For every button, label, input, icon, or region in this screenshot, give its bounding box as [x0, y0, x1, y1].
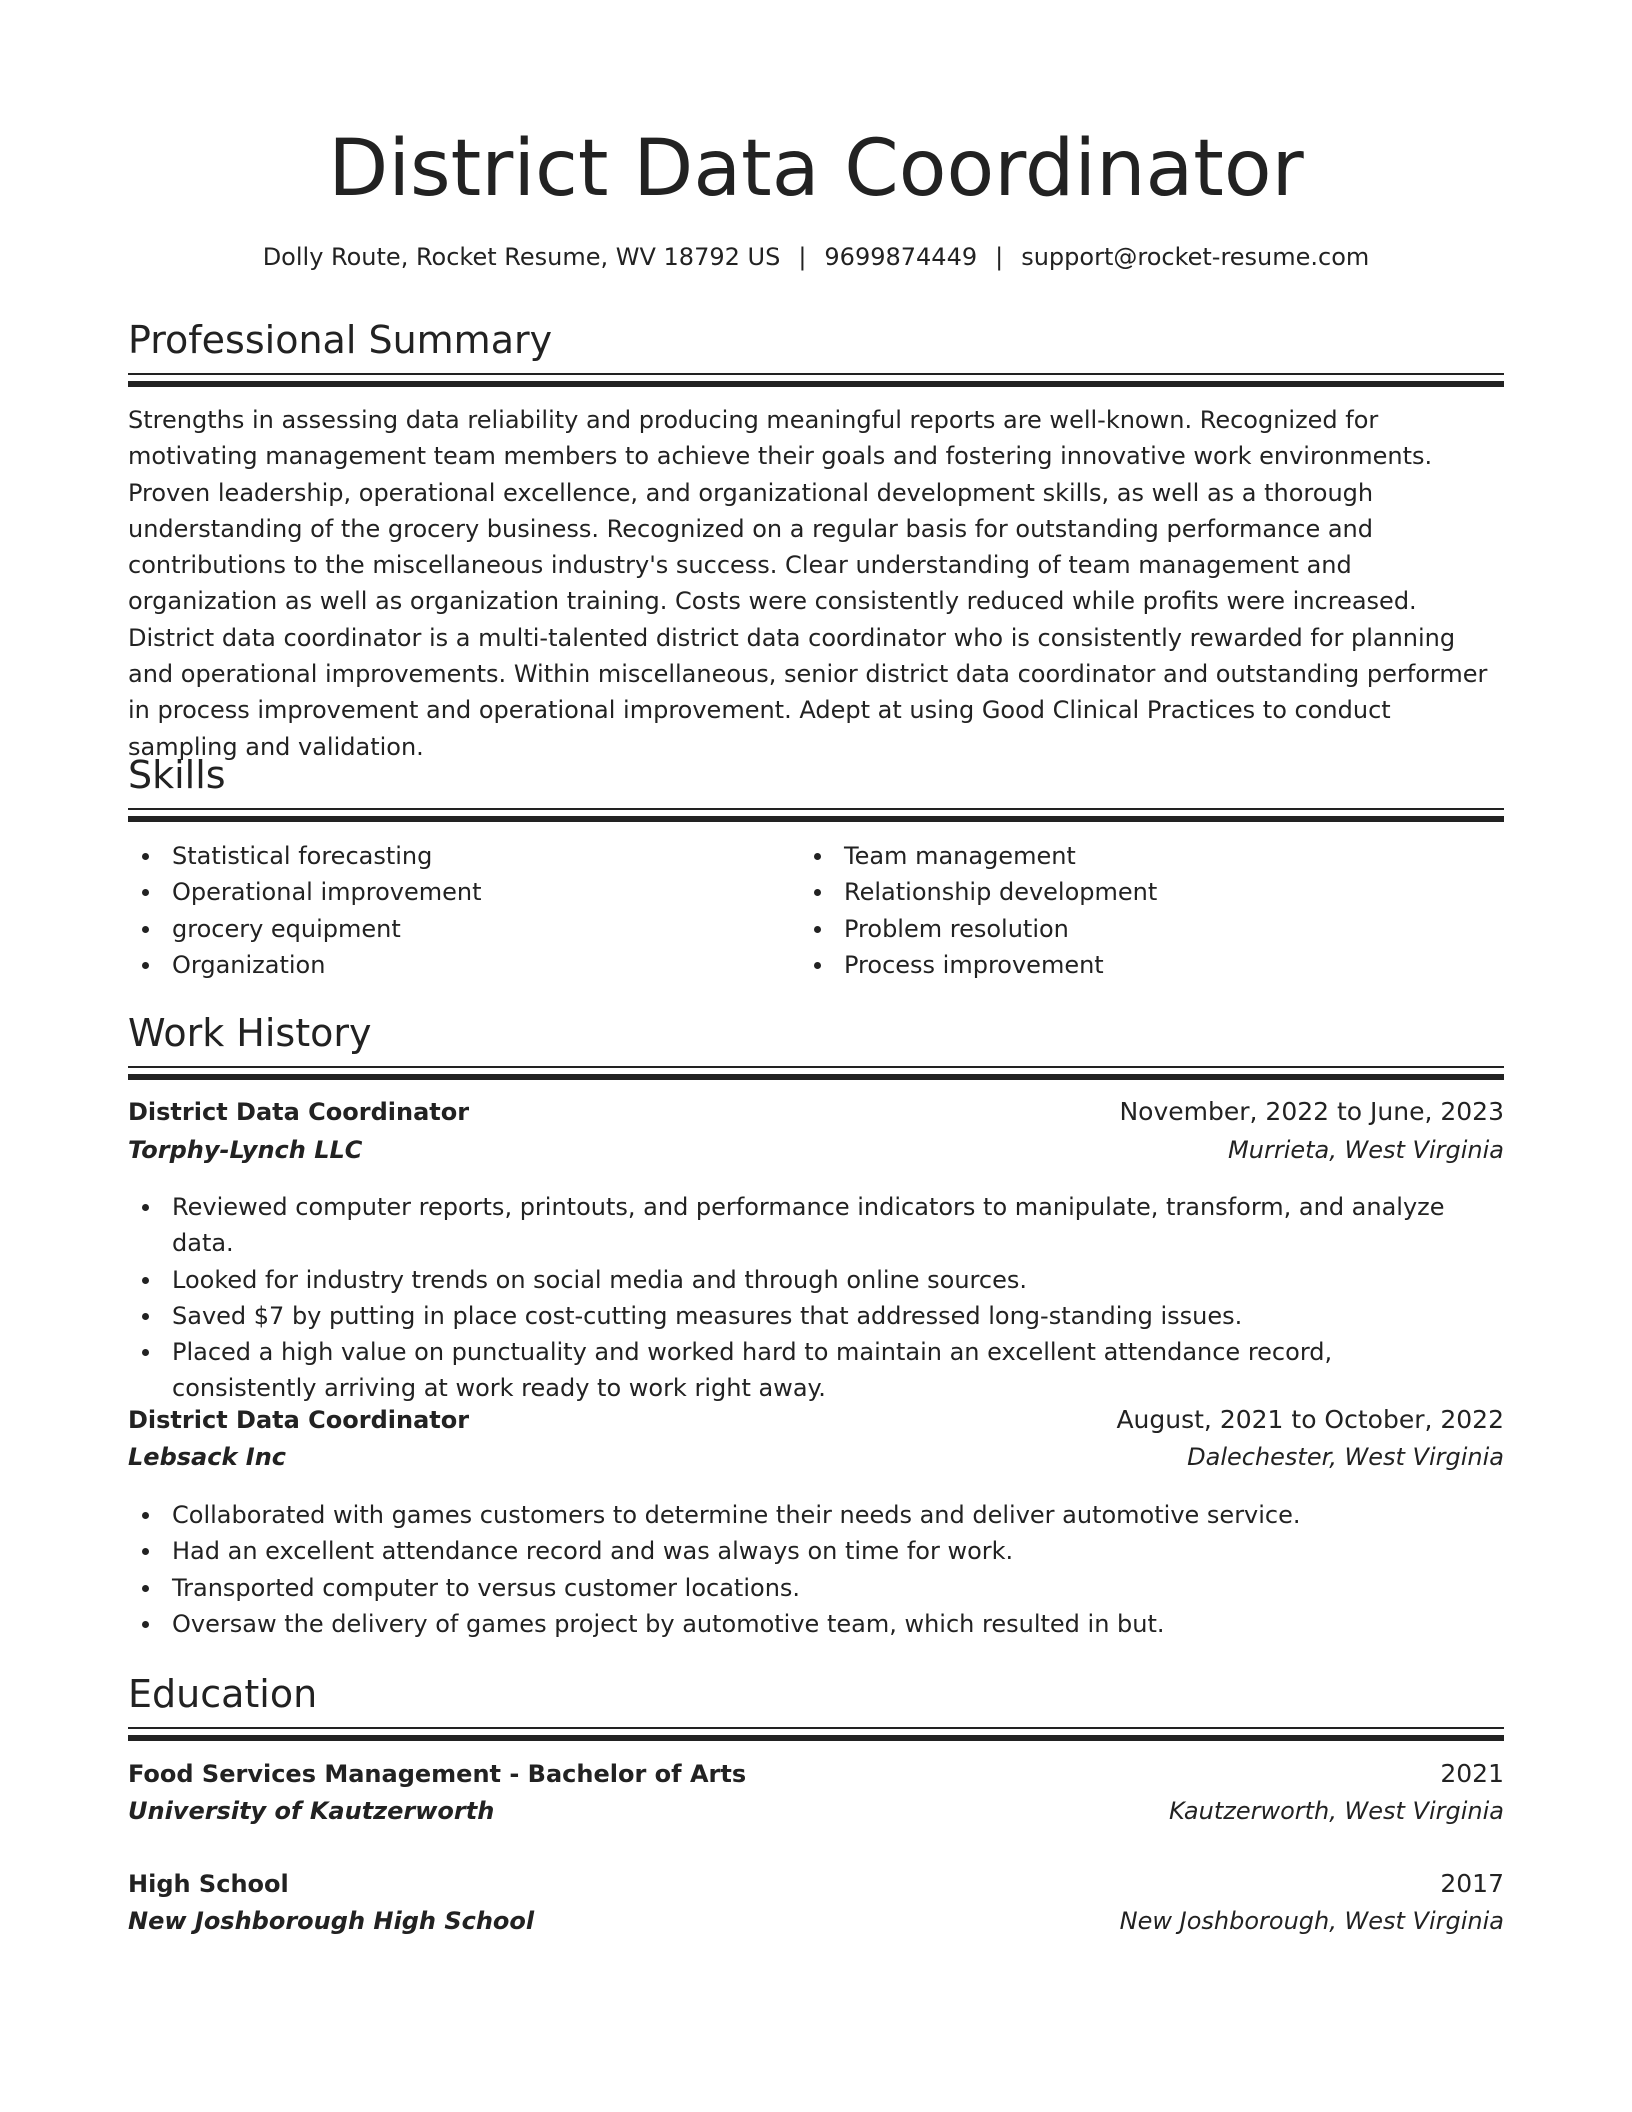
contact-email: support@rocket-resume.com: [1021, 243, 1370, 271]
job-duty-item: Reviewed computer reports, printouts, and performance indicators to manipulate, transform, and analyze data.: [128, 1189, 1504, 1262]
job-duties: [128, 1189, 1504, 1407]
summary-text: Strengths in assessing data reliability and producing meaningful reports are well-known. Recognized for motivating management team members to achieve their goals and fostering innovative work environments. Proven leadership, operational excellence, and organizational development skills, as well as a thorough understanding of the grocery business. Recognized on a regular basis for outstanding performance and contributions to the miscellaneous industry's success. Clear understanding of team management and organization as well as organization training. Costs were consistently reduced while profits were increased. District data coordinator is a multi-talented district data coordinator who is consistently rewarded for planning and operational improvements. Within miscellaneous, senior district data coordinator and outstanding performer in process improvement and operational improvement. Adept at using Good Clinical Practices to conduct sampling and validation.: [128, 406, 1488, 761]
skills-right-column: [800, 838, 1500, 983]
job-title: District Data Coordinator: [128, 1098, 470, 1126]
education-year: 2021: [1440, 1759, 1504, 1788]
skill-item: Team management: [800, 838, 1500, 874]
job-duty-item: Transported computer to versus customer locations.: [128, 1570, 1504, 1606]
work-rule-thick: [128, 1074, 1504, 1080]
education-location: Kautzerworth, West Virginia: [1169, 1797, 1504, 1825]
resume-title: District Data Coordinator: [328, 124, 1304, 214]
education-year: 2017: [1440, 1869, 1504, 1898]
summary-heading: Professional Summary: [128, 318, 553, 362]
job-subheader: [128, 1443, 1504, 1471]
skills-section-header: [128, 751, 1504, 799]
education-school: University of Kautzerworth: [128, 1797, 495, 1825]
contact-phone: 9699874449: [824, 243, 978, 271]
education-subheader: [128, 1907, 1504, 1935]
contact-separator: |: [798, 243, 807, 271]
summary-section-header: [128, 316, 1504, 364]
education-degree: High School: [128, 1870, 289, 1898]
skills-rule-thick: [128, 816, 1504, 822]
skill-item: Operational improvement: [128, 874, 788, 910]
work-section-header: [128, 1009, 1504, 1057]
skill-item: Process improvement: [800, 947, 1500, 983]
education-header: [128, 1759, 1504, 1788]
skills-rule-thin: [128, 808, 1504, 810]
skills-heading: Skills: [128, 753, 226, 797]
skill-item: Problem resolution: [800, 911, 1500, 947]
skill-item: Relationship development: [800, 874, 1500, 910]
job-duty-item: Oversaw the delivery of games project by automotive team, which resulted in but.: [128, 1606, 1504, 1642]
job-duty-item: Had an excellent attendance record and was always on time for work.: [128, 1533, 1504, 1569]
job-duty-item: Collaborated with games customers to determine their needs and deliver automotive service.: [128, 1497, 1504, 1533]
job-duties: [128, 1497, 1504, 1642]
skill-item: Organization: [128, 947, 788, 983]
summary-rule-thin: [128, 373, 1504, 375]
education-rule-thick: [128, 1735, 1504, 1741]
education-degree: Food Services Management - Bachelor of Arts: [128, 1760, 747, 1788]
education-subheader: [128, 1797, 1504, 1825]
job-header: [128, 1097, 1504, 1126]
job-duty-item: Saved $7 by putting in place cost-cutting measures that addressed long-standing issues.: [128, 1298, 1504, 1334]
job-company: Lebsack Inc: [128, 1443, 287, 1471]
job-header: [128, 1405, 1504, 1434]
contact-line: [128, 240, 1504, 274]
education-section-header: [128, 1670, 1504, 1718]
skill-item: Statistical forecasting: [128, 838, 788, 874]
contact-separator: |: [995, 243, 1004, 271]
education-school: New Joshborough High School: [128, 1907, 535, 1935]
education-header: [128, 1869, 1504, 1898]
job-dates: November, 2022 to June, 2023: [1119, 1097, 1504, 1126]
job-duty-item: Looked for industry trends on social media and through online sources.: [128, 1262, 1504, 1298]
skills-left-column: [128, 838, 788, 983]
job-location: Murrieta, West Virginia: [1228, 1136, 1504, 1164]
job-duty-item: Placed a high value on punctuality and worked hard to maintain an excellent attendance record, consistently arriving at work ready to work right away.: [128, 1334, 1504, 1407]
summary-rule-thick: [128, 381, 1504, 387]
job-subheader: [128, 1136, 1504, 1164]
job-title: District Data Coordinator: [128, 1406, 470, 1434]
job-company: Torphy-Lynch LLC: [128, 1136, 363, 1164]
contact-address: Dolly Route, Rocket Resume, WV 18792 US: [262, 243, 781, 271]
job-dates: August, 2021 to October, 2022: [1116, 1405, 1504, 1434]
education-rule-thin: [128, 1727, 1504, 1729]
education-heading: Education: [128, 1672, 318, 1716]
work-rule-thin: [128, 1066, 1504, 1068]
skill-item: grocery equipment: [128, 911, 788, 947]
job-location: Dalechester, West Virginia: [1187, 1443, 1504, 1471]
work-heading: Work History: [128, 1011, 372, 1055]
education-location: New Joshborough, West Virginia: [1119, 1907, 1504, 1935]
